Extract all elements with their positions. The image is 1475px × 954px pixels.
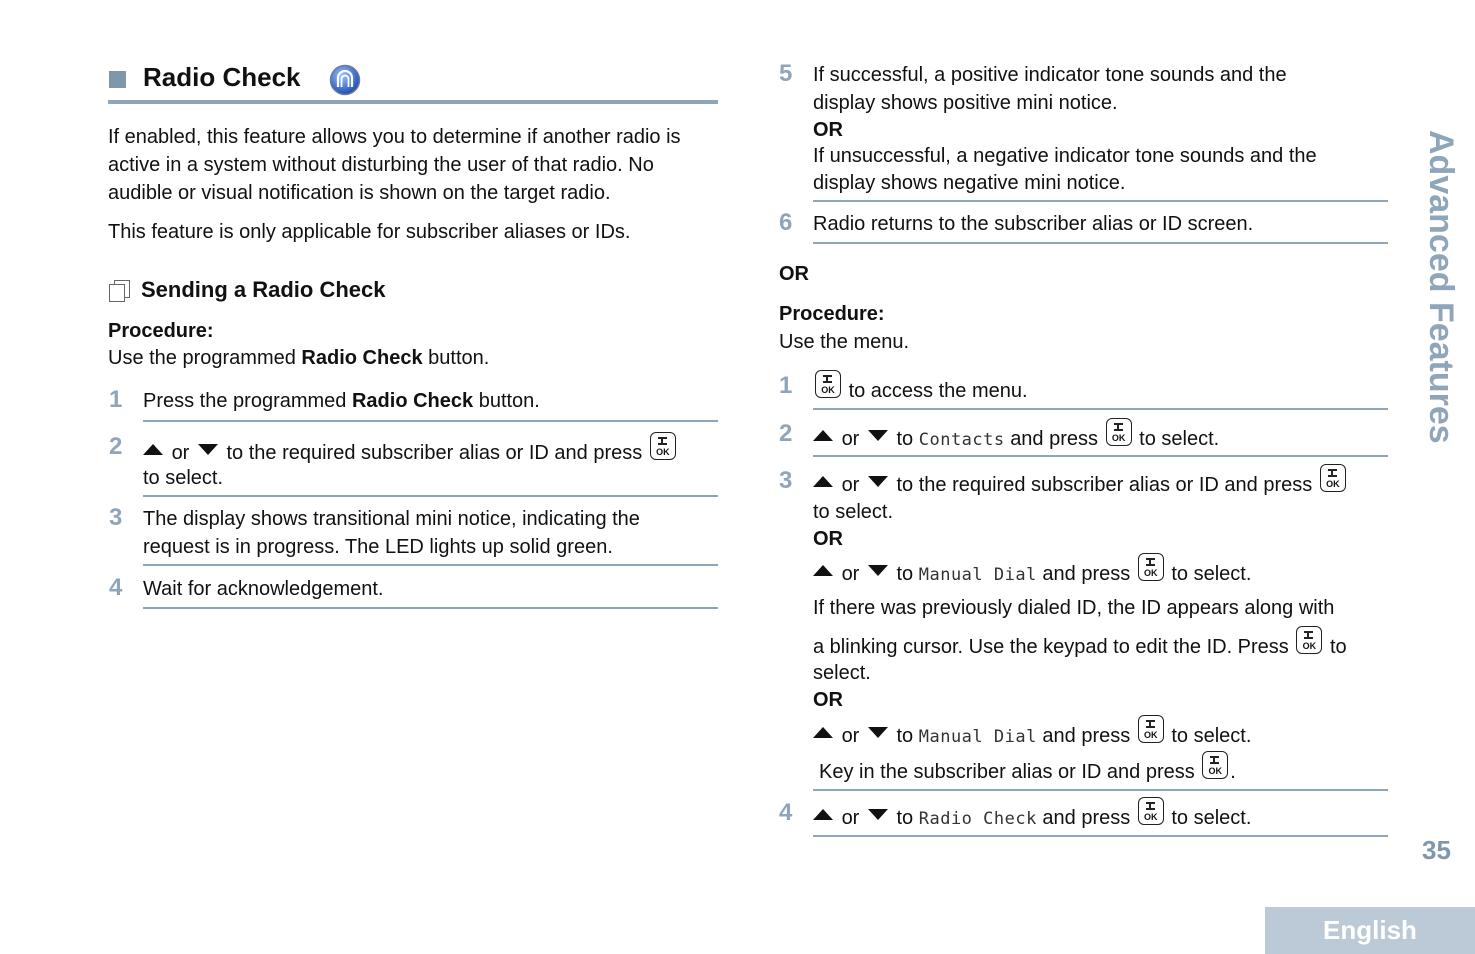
step-text-continued: If there was previously dialed ID, the ID appears along with	[813, 597, 1335, 619]
step-number: 3	[779, 467, 793, 494]
step-text-continued: or to Manual Dial and press OK to select.	[813, 715, 1251, 751]
section-side-label: Advanced Features	[1422, 130, 1460, 444]
step-text: Wait for acknowledgement.	[143, 578, 384, 600]
step-divider	[143, 607, 718, 609]
menu-item-manual-dial: Manual Dial	[918, 565, 1037, 585]
step-number: 1	[109, 386, 123, 413]
step-divider	[813, 408, 1388, 410]
step-number: 4	[779, 799, 793, 826]
menu-ok-button-icon: OK	[1320, 464, 1346, 492]
intro-paragraph: If enabled, this feature allows you to determine if another radio is active in a system without disturbing the user of that radio. No audible or visual notification is shown on the target radio.	[108, 126, 681, 204]
procedure-label: Procedure:	[779, 303, 885, 325]
step-text: The display shows transitional mini notice, indicating the	[143, 508, 640, 530]
up-arrow-icon	[813, 476, 833, 487]
step-text: or to the required subscriber alias or ID and press OK	[813, 464, 1348, 499]
step-text-continued: a blinking cursor. Use the keypad to edit the ID. Press OK to	[813, 626, 1347, 661]
step-text-continued: or to Manual Dial and press OK to select.	[813, 553, 1251, 589]
menu-ok-button-icon: OK	[1138, 553, 1164, 581]
step-number: 1	[779, 372, 793, 399]
section-heading: Sending a Radio Check	[141, 277, 386, 302]
step-text-continued: to select.	[813, 501, 894, 523]
step-number: 3	[109, 504, 123, 531]
or-label: OR	[779, 263, 809, 285]
menu-ok-button-icon: OK	[1106, 418, 1132, 446]
page-number: 35	[1422, 835, 1451, 865]
down-arrow-icon	[868, 430, 888, 441]
menu-ok-button-icon: OK	[1138, 797, 1164, 825]
step-text: OK to access the menu.	[813, 370, 1028, 405]
up-arrow-icon	[143, 444, 163, 455]
page-title: Radio Check	[143, 62, 301, 92]
up-arrow-icon	[813, 727, 833, 738]
menu-ok-button-icon: OK	[815, 370, 841, 398]
step-text: Press the programmed Radio Check button.	[143, 390, 540, 412]
step-text-continued: display shows positive mini notice.	[813, 92, 1118, 114]
step-divider	[813, 200, 1388, 202]
step-number: 2	[109, 433, 123, 460]
task-document-icon	[109, 280, 131, 302]
step-divider	[813, 835, 1388, 837]
down-arrow-icon	[868, 565, 888, 576]
menu-ok-button-icon: OK	[1138, 715, 1164, 743]
step-number: 2	[779, 420, 793, 447]
procedure-label: Procedure:	[108, 320, 214, 342]
step-text-continued: to select.	[143, 467, 224, 489]
procedure-text: Use the menu.	[779, 331, 910, 353]
or-label: OR	[813, 528, 843, 550]
step-text-continued: request is in progress. The LED lights up solid green.	[143, 536, 613, 558]
down-arrow-icon	[868, 809, 888, 820]
step-divider	[143, 564, 718, 566]
step-text: Radio returns to the subscriber alias or ID screen.	[813, 213, 1254, 235]
step-text-continued: display shows negative mini notice.	[813, 172, 1126, 194]
up-arrow-icon	[813, 430, 833, 441]
step-divider	[813, 242, 1388, 244]
procedure-text: Use the programmed Radio Check button.	[108, 347, 490, 369]
step-divider	[143, 495, 718, 497]
step-text: If successful, a positive indicator tone sounds and the	[813, 64, 1287, 86]
menu-ok-button-icon: OK	[1296, 626, 1322, 654]
title-rule	[108, 100, 718, 104]
or-label: OR	[813, 119, 843, 141]
menu-item-radio-check: Radio Check	[918, 809, 1037, 829]
or-label: OR	[813, 689, 843, 711]
up-arrow-icon	[813, 565, 833, 576]
up-arrow-icon	[813, 809, 833, 820]
down-arrow-icon	[868, 727, 888, 738]
down-arrow-icon	[198, 444, 218, 455]
step-divider	[143, 420, 718, 422]
applicability-note: This feature is only applicable for subscriber aliases or IDs.	[108, 221, 631, 243]
menu-ok-button-icon: OK	[1202, 751, 1228, 779]
title-square-icon	[109, 71, 126, 88]
step-text-continued: select.	[813, 662, 871, 684]
step-text: or to Radio Check and press OK to select.	[813, 797, 1251, 833]
step-number: 6	[779, 209, 793, 236]
menu-item-contacts: Contacts	[918, 430, 1005, 450]
step-number: 5	[779, 60, 793, 87]
radio-check-icon	[329, 64, 361, 96]
step-text-continued: Key in the subscriber alias or ID and press OK .	[819, 751, 1236, 786]
step-divider	[813, 455, 1388, 457]
step-text: or to the required subscriber alias or ID and press OK	[143, 432, 678, 467]
step-divider	[813, 789, 1388, 791]
language-tab: English	[1265, 907, 1475, 954]
menu-item-manual-dial: Manual Dial	[918, 727, 1037, 747]
step-text: or to Contacts and press OK to select.	[813, 418, 1219, 454]
down-arrow-icon	[868, 476, 888, 487]
menu-ok-button-icon: OK	[650, 432, 676, 460]
step-text-continued: If unsuccessful, a negative indicator tone sounds and the	[813, 145, 1317, 167]
step-number: 4	[109, 574, 123, 601]
